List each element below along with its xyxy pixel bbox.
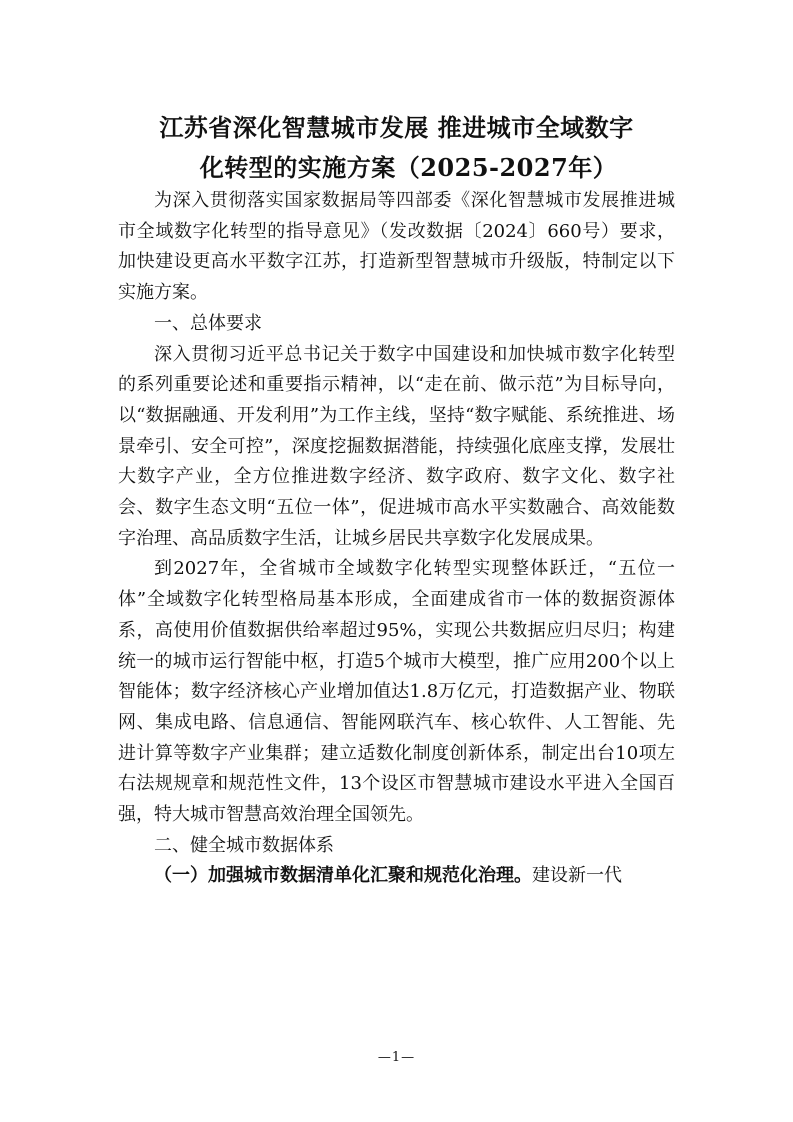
document-title-line-1: 江苏省深化智慧城市发展 推进城市全域数字	[159, 113, 634, 142]
document-title-line-2: 化转型的实施方案（2025-2027年）	[199, 153, 618, 182]
intro-paragraph: 为深入贯彻落实国家数据局等四部委《深化智慧城市发展推进城市全域数字化转型的指导意见》（发改数据〔2024〕660号）要求，加快建设更高水平数字江苏，打造新型智慧城市升级版，特制定以下实施方案。	[118, 190, 675, 304]
section-2-subsection-1-text: 建设新一代	[532, 865, 622, 887]
section-2-subsection-1-heading: （一）加强城市数据清单化汇聚和规范化治理。	[154, 865, 532, 887]
section-2-subsection-1	[118, 861, 675, 892]
section-1-paragraph-1: 深入贯彻习近平总书记关于数字中国建设和加快城市数字化转型的系列重要论述和重要指示精神，以“走在前、做示范”为目标导向，以“数据融通、开发利用”为工作主线，坚持“数字赋能、系统推进、场景牵引、安全可控”，深度挖掘数据潜能，持续强化底座支撑，发展壮大数字产业，全方位推进数字经济、数字政府、数字文化、数字社会、数字生态文明“五位一体”，促进城市高水平实数融合、高效能数字治理、高品质数字生活，让城乡居民共享数字化发展成果。	[118, 343, 675, 549]
page-number: —1—	[377, 1050, 416, 1065]
section-1-paragraph-2: 到2027年，全省城市全域数字化转型实现整体跃迁，“五位一体”全域数字化转型格局基本形成，全面建成省市一体的数据资源体系，高使用价值数据供给率超过95%，实现公共数据应归尽归；构建统一的城市运行智能中枢，打造5个城市大模型，推广应用200个以上智能体；数字经济核心产业增加值达1.8万亿元，打造数据产业、物联网、集成电路、信息通信、智能网联汽车、核心软件、人工智能、先进计算等数字产业集群；建立适数化制度创新体系，制定出台10项左右法规规章和规范性文件，13个设区市智慧城市建设水平进入全国百强，特大城市智慧高效治理全国领先。	[118, 558, 675, 826]
section-1-heading: 一、总体要求	[154, 312, 262, 334]
document-body	[118, 186, 675, 892]
section-2-heading: 二、健全城市数据体系	[154, 834, 334, 856]
